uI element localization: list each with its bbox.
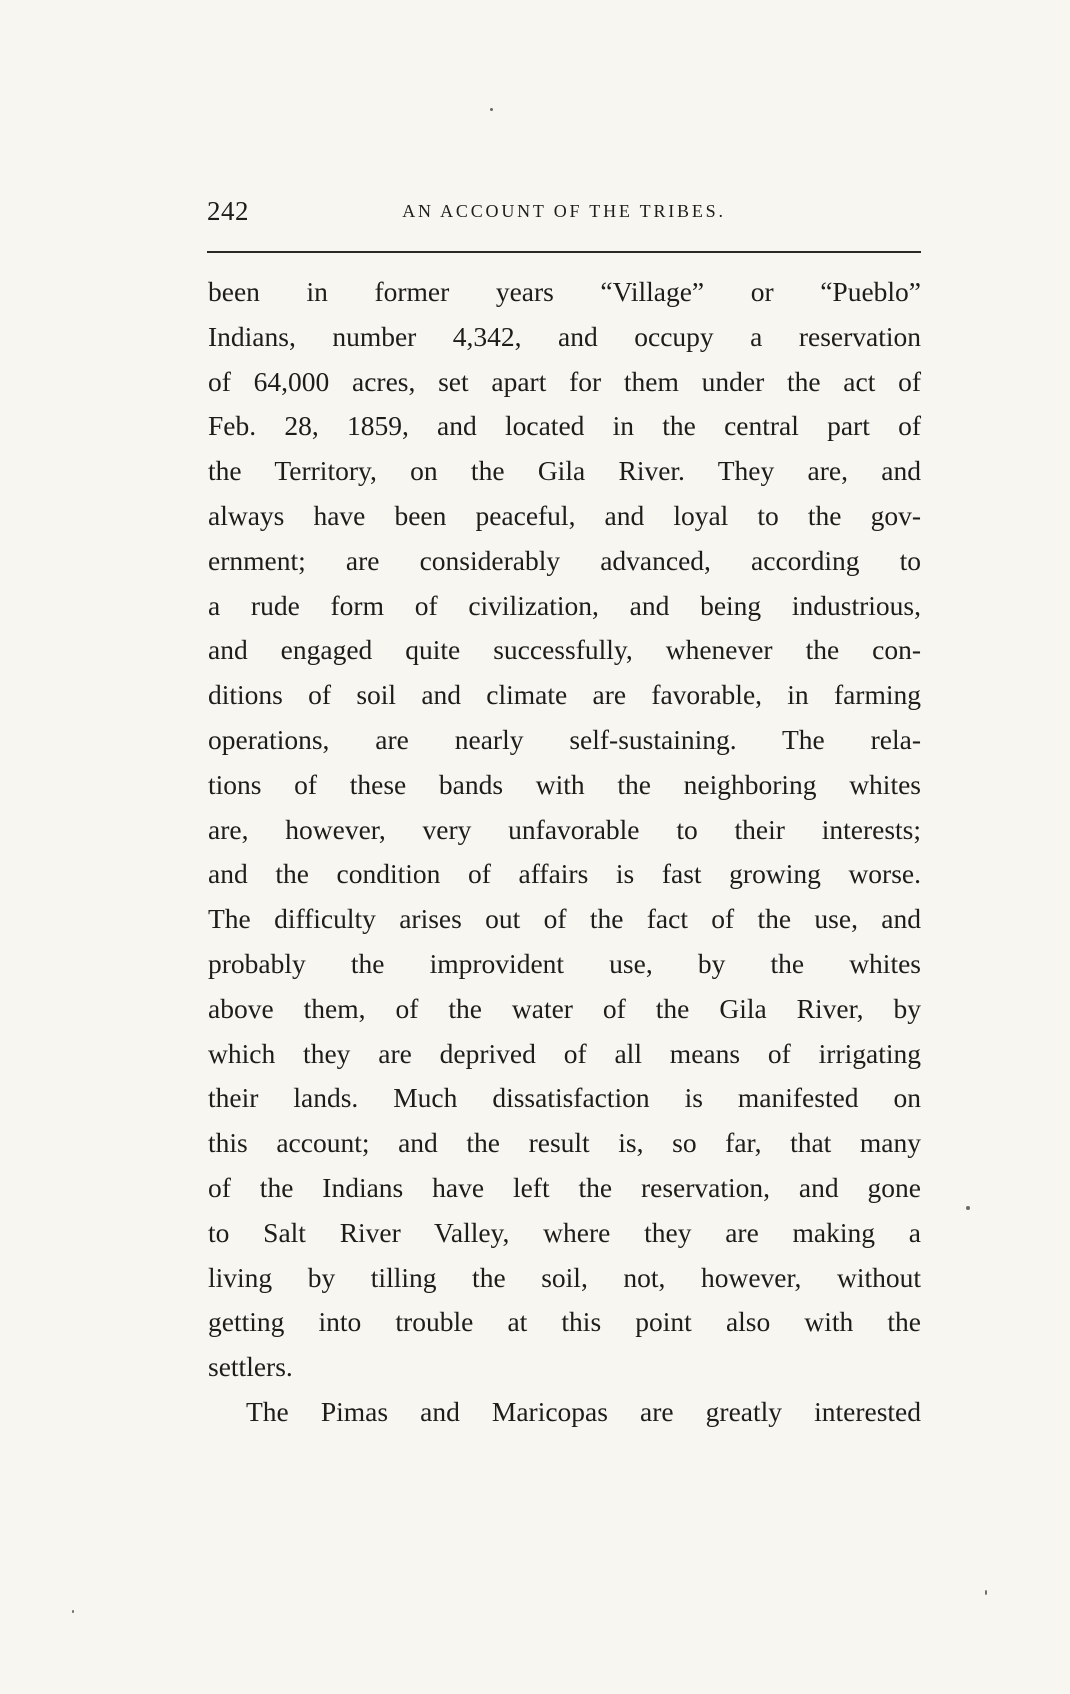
text-line: ernment; are considerably advanced, according to	[208, 544, 921, 576]
running-head: AN ACCOUNT OF THE TRIBES.	[402, 201, 726, 221]
text-line: to Salt River Valley, where they are making a	[208, 1216, 921, 1248]
text-line: probably the improvident use, by the whites	[208, 947, 921, 979]
text-line: the Territory, on the Gila River. They are, and	[208, 455, 921, 487]
text-line: getting into trouble at this point also with the	[208, 1306, 921, 1338]
text-line: ditions of soil and climate are favorable, in farming	[208, 679, 921, 711]
text-line: above them, of the water of the Gila River, by	[208, 992, 921, 1024]
paper-speck	[72, 1610, 74, 1613]
text-line: are, however, very unfavorable to their interests;	[208, 813, 921, 845]
paper-speck	[490, 108, 493, 111]
text-line: living by tilling the soil, not, however, without	[208, 1261, 921, 1293]
page-number: 242	[207, 196, 249, 226]
text-line: Indians, number 4,342, and occupy a reservation	[208, 320, 921, 352]
text-line: and the condition of affairs is fast growing worse.	[208, 858, 921, 890]
text-line: settlers.	[208, 1351, 293, 1383]
paper-speck	[985, 1590, 987, 1595]
text-line: operations, are nearly self-sustaining. The rela-	[208, 723, 921, 755]
paragraph-start-line: The Pimas and Maricopas are greatly interested	[246, 1395, 921, 1427]
header-rule	[207, 251, 921, 253]
text-line: a rude form of civilization, and being industrious,	[208, 589, 921, 621]
text-line: been in former years “Village” or “Pueblo”	[208, 276, 921, 307]
text-line: which they are deprived of all means of irrigating	[208, 1037, 921, 1069]
text-line: their lands. Much dissatisfaction is manifested on	[208, 1082, 921, 1114]
body-text	[208, 270, 921, 1435]
text-line: always have been peaceful, and loyal to the gov-	[208, 499, 921, 531]
text-line: Feb. 28, 1859, and located in the central part of	[208, 410, 921, 442]
text-line: this account; and the result is, so far, that many	[208, 1127, 921, 1159]
paper-speck	[966, 1206, 970, 1210]
text-line: of 64,000 acres, set apart for them under the act of	[208, 365, 921, 397]
page-header	[207, 196, 921, 232]
text-line: of the Indians have left the reservation, and gone	[208, 1171, 921, 1203]
text-line: The difficulty arises out of the fact of the use, and	[208, 903, 921, 935]
text-line: tions of these bands with the neighboring whites	[208, 768, 921, 800]
text-line: and engaged quite successfully, whenever the con-	[208, 634, 921, 666]
